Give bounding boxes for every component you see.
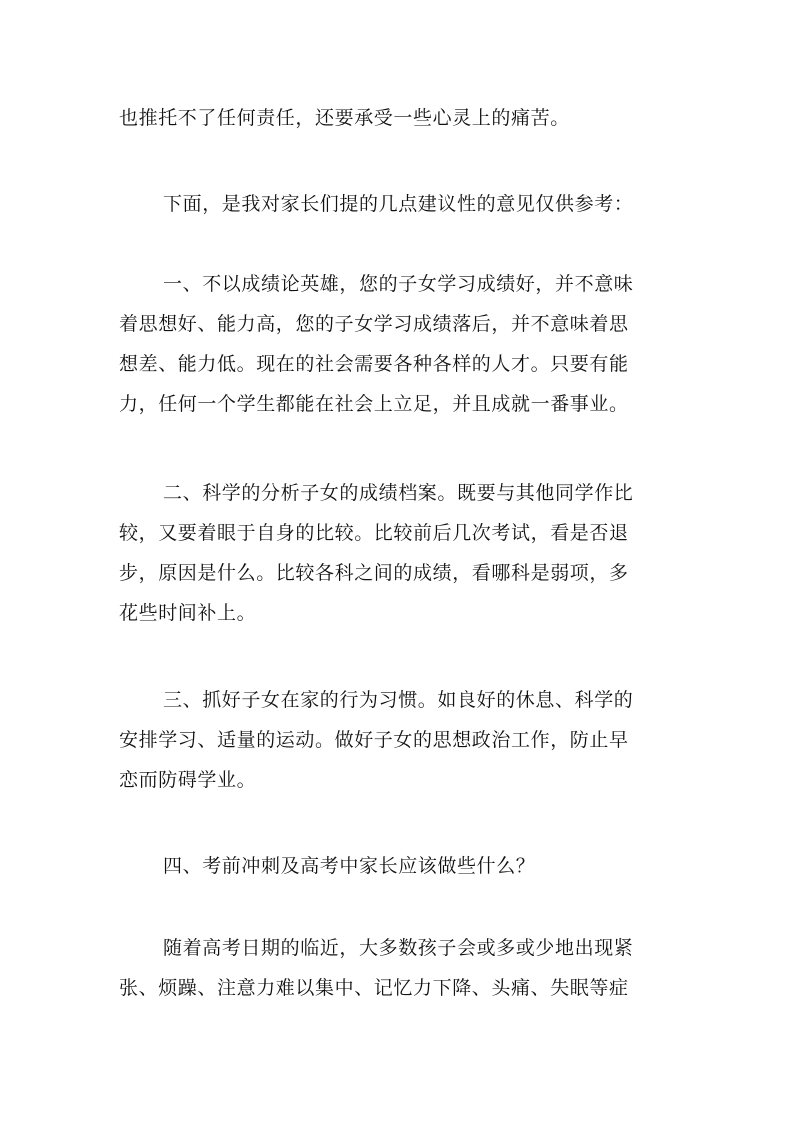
paragraph-line: 三、抓好子女在家的行为习惯。如良好的休息、科学的 xyxy=(163,689,634,711)
paragraph-line: 随着高考日期的临近，大多数孩子会或多或少地出现紧 xyxy=(163,937,634,959)
paragraph-line: 也推托不了任何责任，还要承受一些心灵上的痛苦。 xyxy=(119,107,570,129)
paragraph-line: 花些时间补上。 xyxy=(119,602,257,624)
paragraph-line: 安排学习、适量的运动。做好子女的思想政治工作，防止早 xyxy=(119,729,629,751)
paragraph-line: 四、考前冲刺及高考中家长应该做些什么？ xyxy=(163,855,536,877)
paragraph-line: 着思想好、能力高，您的子女学习成绩落后，并不意味着思 xyxy=(119,313,629,335)
paragraph-line: 恋而防碍学业。 xyxy=(119,769,257,791)
paragraph-line: 二、科学的分析子女的成绩档案。既要与其他同学作比 xyxy=(163,482,634,504)
paragraph-line: 一、不以成绩论英雄，您的子女学习成绩好，并不意味 xyxy=(163,273,634,295)
paragraph-line: 张、烦躁、注意力难以集中、记忆力下降、头痛、失眠等症 xyxy=(119,977,629,999)
paragraph-line: 较，又要着眼于自身的比较。比较前后几次考试，看是否退 xyxy=(119,522,629,544)
paragraph-line: 步，原因是什么。比较各科之间的成绩，看哪科是弱项，多 xyxy=(119,562,629,584)
paragraph-line: 下面，是我对家长们提的几点建议性的意见仅供参考： xyxy=(163,193,634,215)
paragraph-line: 想差、能力低。现在的社会需要各种各样的人才。只要有能 xyxy=(119,353,629,375)
paragraph-line: 力，任何一个学生都能在社会上立足，并且成就一番事业。 xyxy=(119,393,629,415)
